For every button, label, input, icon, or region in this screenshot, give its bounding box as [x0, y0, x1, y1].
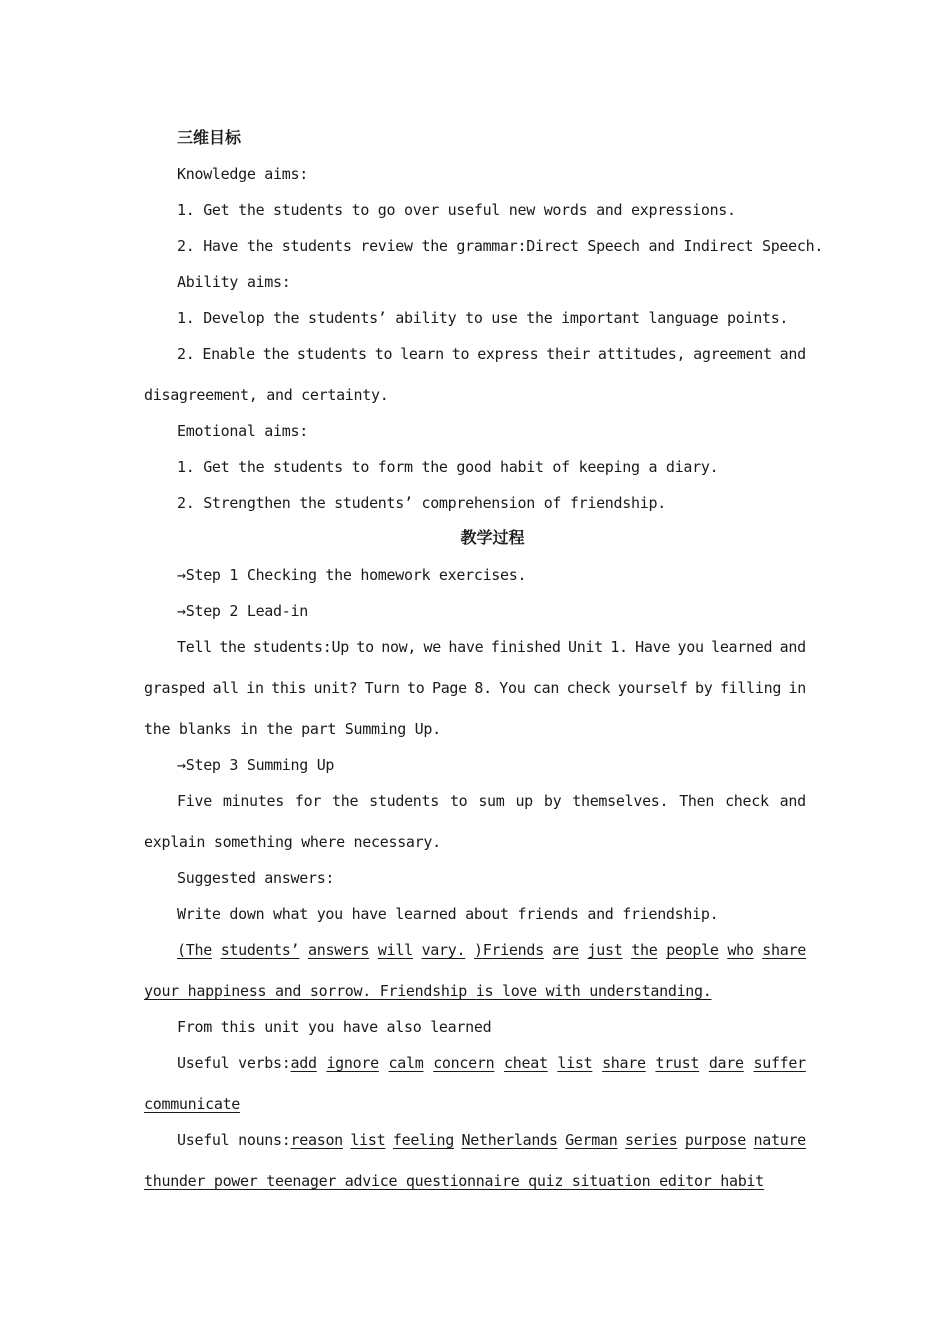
word: to — [407, 679, 425, 697]
answer-line-2: your happiness and sorrow. Friendship is love with understanding. — [144, 982, 712, 1000]
word: cheat — [504, 1054, 548, 1072]
word: sum — [478, 792, 505, 810]
word: to — [356, 638, 374, 656]
list-label: Useful nouns: — [177, 1131, 291, 1149]
word: students — [369, 792, 440, 810]
word: just — [587, 941, 623, 959]
word: Turn — [364, 679, 400, 697]
ability-aim-1: 1. Develop the students’ ability to use the important language points. — [177, 309, 789, 327]
word — [177, 1130, 343, 1150]
word: up — [515, 792, 533, 810]
useful-nouns-line-1 — [177, 1130, 806, 1150]
word: check — [566, 679, 611, 697]
suggested-answers-label: Suggested answers: — [177, 869, 335, 887]
word: nature — [753, 1131, 806, 1149]
leadin-paragraph-line-1 — [177, 637, 806, 657]
knowledge-aim-1: 1. Get the students to go over useful new words and expressions. — [177, 201, 736, 219]
useful-verbs-line-2: communicate — [144, 1095, 241, 1113]
step-2: →Step 2 Lead-in — [177, 602, 308, 620]
word: unit? — [313, 679, 358, 697]
word: add — [290, 1054, 317, 1072]
write-down-prompt: Write down what you have learned about friends and friendship. — [177, 905, 719, 923]
leadin-paragraph-line-3: the blanks in the part Summing Up. — [144, 720, 441, 738]
summing-paragraph-line-1 — [177, 791, 806, 811]
emotional-aim-1: 1. Get the students to form the good habit of keeping a diary. — [177, 458, 719, 476]
word: 1. — [610, 638, 628, 656]
word: Page — [431, 679, 467, 697]
word: now, — [381, 638, 417, 656]
word: grasped — [144, 679, 206, 697]
ability-aims-title: Ability aims: — [177, 273, 291, 291]
word: attitudes, — [597, 345, 686, 363]
word: have — [448, 638, 484, 656]
word: yourself — [617, 679, 688, 697]
word: are — [552, 941, 579, 959]
word: share — [762, 941, 806, 959]
word: trust — [655, 1054, 700, 1072]
word: who — [727, 941, 754, 959]
word: and — [779, 792, 806, 810]
word: reason — [290, 1131, 343, 1149]
word: ignore — [326, 1054, 379, 1072]
word: the — [219, 638, 246, 656]
leadin-paragraph-line-2 — [144, 678, 806, 698]
word: You — [499, 679, 526, 697]
word: and — [779, 345, 806, 363]
word: the — [631, 941, 658, 959]
word: Have — [635, 638, 671, 656]
word: the — [262, 345, 289, 363]
step-3: →Step 3 Summing Up — [177, 756, 335, 774]
emotional-aim-2: 2. Strengthen the students’ comprehension of friendship. — [177, 494, 666, 512]
word: feeling — [392, 1131, 454, 1149]
word: we — [423, 638, 442, 656]
word — [177, 1053, 317, 1073]
word: for — [294, 792, 322, 810]
step-1: →Step 1 Checking the homework exercises. — [177, 566, 527, 584]
summing-paragraph-line-2: explain something where necessary. — [144, 833, 441, 851]
word: Netherlands — [461, 1131, 558, 1149]
section-heading-goals: 三维目标 — [177, 128, 242, 147]
word: Enable — [202, 345, 255, 363]
word: list — [557, 1054, 593, 1072]
word: this — [271, 679, 307, 697]
word: concern — [433, 1054, 495, 1072]
word: 8. — [474, 679, 492, 697]
word: learned — [711, 638, 773, 656]
word: will — [377, 941, 413, 959]
word: share — [602, 1054, 646, 1072]
useful-nouns-line-2: thunder power teenager advice questionnaire quiz situation editor habit — [144, 1172, 764, 1190]
answer-line-1 — [177, 940, 806, 960]
word: Then — [679, 792, 715, 810]
word: express — [477, 345, 539, 363]
word: learn — [400, 345, 444, 363]
word: to — [374, 345, 393, 363]
word: filling — [719, 679, 782, 697]
ability-aim-2 — [177, 344, 806, 364]
word: all — [212, 679, 239, 697]
word: students’ — [220, 941, 300, 959]
word: people — [666, 941, 719, 959]
word: and — [779, 638, 806, 656]
word: in — [246, 679, 264, 697]
word: German — [565, 1131, 618, 1149]
word: to — [449, 792, 468, 810]
from-unit-line: From this unit you have also learned — [177, 1018, 492, 1036]
word: students — [296, 345, 367, 363]
word: purpose — [684, 1131, 747, 1149]
word: students:Up — [252, 638, 349, 656]
word: suffer — [753, 1054, 806, 1072]
word: by — [695, 679, 713, 697]
word: calm — [388, 1054, 424, 1072]
section-heading-process: 教学过程 — [460, 528, 525, 547]
word: Unit — [567, 638, 603, 656]
word: list — [350, 1131, 386, 1149]
word: minutes — [222, 792, 284, 810]
word: can — [532, 679, 560, 697]
word: (The — [177, 941, 212, 959]
word: finished — [490, 638, 561, 656]
ability-aim-2-continued: disagreement, and certainty. — [144, 386, 389, 404]
word: vary. — [421, 941, 466, 959]
word: you — [677, 638, 704, 656]
word: the — [332, 792, 359, 810]
word: themselves. — [572, 792, 669, 810]
word: agreement — [693, 345, 772, 363]
word: )Friends — [473, 941, 544, 959]
useful-verbs-line-1 — [177, 1053, 806, 1073]
emotional-aims-title: Emotional aims: — [177, 422, 308, 440]
word: in — [788, 679, 806, 697]
word: by — [543, 792, 562, 810]
word: check — [725, 792, 769, 810]
word: Tell — [177, 638, 212, 656]
word: dare — [708, 1054, 744, 1072]
word: series — [624, 1131, 678, 1149]
knowledge-aim-2: 2. Have the students review the grammar:Direct Speech and Indirect Speech. — [177, 237, 824, 255]
word: 2. — [177, 345, 195, 363]
knowledge-aims-title: Knowledge aims: — [177, 165, 308, 183]
word: answers — [308, 941, 370, 959]
word: to — [451, 345, 470, 363]
word: their — [546, 345, 590, 363]
word: Five — [177, 792, 212, 810]
list-label: Useful verbs: — [177, 1054, 291, 1072]
